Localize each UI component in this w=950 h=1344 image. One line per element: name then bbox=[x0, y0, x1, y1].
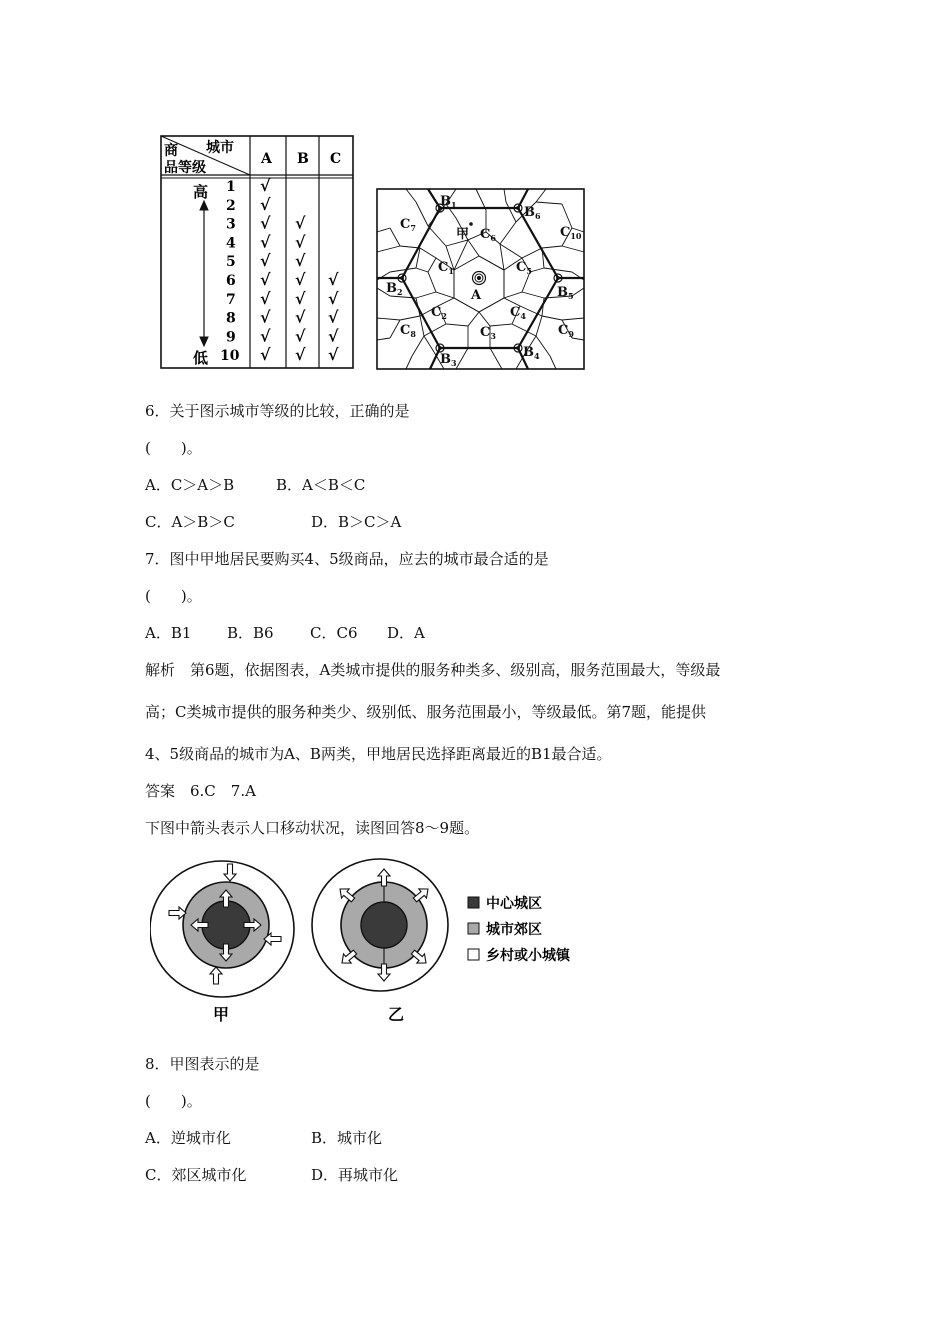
table-low-label: 低 bbox=[193, 349, 209, 367]
jia-location-dot bbox=[469, 222, 473, 226]
map-label-c10: $C_{10}$ bbox=[560, 225, 582, 241]
map-label-c6: $C_6$ bbox=[480, 227, 496, 243]
table-check-mark: √ bbox=[295, 326, 306, 346]
q7-option-d: D．A bbox=[387, 624, 425, 642]
map-label-c8: $C_8$ bbox=[400, 323, 416, 339]
q7-option-c: C．C6 bbox=[310, 624, 358, 642]
q8-option-d: D．再城市化 bbox=[311, 1166, 399, 1184]
legend-swatch-rural bbox=[468, 949, 479, 960]
table-level-number: 7 bbox=[226, 291, 236, 308]
population-movement-diagram bbox=[150, 855, 600, 1030]
q6-option-d: D．B＞C＞A bbox=[311, 513, 402, 531]
table-check-mark: √ bbox=[295, 270, 306, 289]
q8-option-a: A．逆城市化 bbox=[145, 1129, 231, 1147]
diagram-jia-label: 甲 bbox=[213, 1005, 230, 1024]
analysis-line-2: 高；C类城市提供的服务种类少、级别低、服务范围最小，等级最低。第7题，能提供 bbox=[145, 703, 707, 721]
map-label-a: A bbox=[471, 288, 482, 303]
table-level-arrow bbox=[200, 201, 208, 346]
table-check-mark: √ bbox=[260, 270, 271, 289]
q6-paren: ( )。 bbox=[145, 439, 202, 457]
intro-q8-9: 下图中箭头表示人口移动状况，读图回答8～9题。 bbox=[145, 819, 480, 837]
legend-rural: 乡村或小城镇 bbox=[486, 948, 570, 964]
table-check-mark: √ bbox=[260, 326, 271, 346]
q7-option-b: B．B6 bbox=[227, 624, 274, 642]
table-level-number: 9 bbox=[226, 329, 236, 346]
diagram-yi bbox=[312, 859, 448, 991]
map-label-c2: $C_2$ bbox=[431, 305, 447, 321]
map-label-c5: $C_5$ bbox=[516, 260, 532, 276]
q8-stem: 8．甲图表示的是 bbox=[145, 1055, 260, 1073]
q7-paren: ( )。 bbox=[145, 587, 202, 605]
legend-swatch-center bbox=[468, 897, 479, 908]
map-label-c4: $C_4$ bbox=[510, 305, 526, 321]
table-check-mark: √ bbox=[328, 326, 339, 346]
table-check-mark: √ bbox=[328, 307, 339, 327]
goods-level-table bbox=[160, 135, 356, 371]
analysis-line-3: 4、5级商品的城市为A、B两类，甲地居民选择距离最近的B1最合适。 bbox=[145, 745, 612, 763]
table-check-mark: √ bbox=[260, 345, 271, 365]
map-label-c1: $C_1$ bbox=[438, 260, 454, 276]
table-level-number: 10 bbox=[220, 348, 240, 365]
table-col-c: C bbox=[330, 151, 342, 167]
map-label-b1: $B_1$ bbox=[440, 194, 457, 210]
legend-suburb: 城市郊区 bbox=[486, 922, 542, 938]
legend bbox=[468, 895, 571, 964]
table-check-mark: √ bbox=[260, 194, 271, 214]
legend-swatch-suburb bbox=[468, 923, 479, 934]
analysis-line-1: 解析 第6题，依据图表，A类城市提供的服务种类多、级别高，服务范围最大，等级最 bbox=[145, 661, 721, 679]
table-level-number: 3 bbox=[226, 216, 236, 233]
q8-option-b: B．城市化 bbox=[311, 1129, 383, 1147]
table-check-mark: √ bbox=[295, 232, 306, 252]
map-label-b6: $B_6$ bbox=[524, 205, 541, 221]
q8-paren: ( )。 bbox=[145, 1092, 202, 1110]
table-check-mark: √ bbox=[328, 288, 339, 308]
table-level-number: 4 bbox=[226, 235, 236, 252]
q6-option-b: B．A＜B＜C bbox=[276, 476, 366, 494]
table-level-number: 2 bbox=[226, 197, 236, 214]
answer-line: 答案 6.C 7.A bbox=[145, 782, 256, 800]
q7-option-a: A．B1 bbox=[145, 624, 192, 642]
table-level-number: 1 bbox=[226, 179, 236, 195]
table-check-mark: √ bbox=[295, 251, 306, 271]
table-corner-city: 城市 bbox=[206, 140, 234, 156]
table-level-number: 8 bbox=[226, 310, 236, 327]
map-label-c7: $C_7$ bbox=[400, 217, 416, 233]
map-label-b5: $B_5$ bbox=[557, 285, 574, 301]
map-label-b4: $B_4$ bbox=[523, 345, 540, 361]
table-check-mark: √ bbox=[260, 176, 271, 195]
map-label-b2: $B_2$ bbox=[386, 281, 403, 297]
table-level-number: 5 bbox=[226, 254, 236, 271]
table-check-mark: √ bbox=[295, 345, 306, 365]
table-check-mark: √ bbox=[260, 307, 271, 327]
table-check-mark: √ bbox=[295, 213, 306, 233]
table-col-a: A bbox=[261, 151, 272, 167]
legend-center: 中心城区 bbox=[486, 896, 542, 912]
table-col-b: B bbox=[297, 151, 309, 167]
table-check-mark: √ bbox=[260, 251, 271, 271]
map-label-b3: $B_3$ bbox=[440, 352, 457, 368]
table-check-mark: √ bbox=[260, 288, 271, 308]
table-level-number: 6 bbox=[226, 273, 236, 289]
map-label-c9: $C_9$ bbox=[558, 323, 574, 339]
diagram-jia bbox=[150, 861, 294, 997]
table-check-mark: √ bbox=[295, 307, 306, 327]
q6-option-c: C．A＞B＞C bbox=[145, 513, 235, 531]
table-high-label: 高 bbox=[193, 183, 209, 201]
map-label-c3: $C_3$ bbox=[480, 325, 496, 341]
q6-option-a: A．C＞A＞B bbox=[145, 476, 235, 494]
table-check-mark: √ bbox=[260, 213, 271, 233]
table-check-mark: √ bbox=[328, 270, 339, 289]
map-label-jia: 甲 bbox=[456, 227, 470, 242]
q7-stem: 7．图中甲地居民要购买4、5级商品，应去的城市最合适的是 bbox=[145, 550, 549, 568]
table-corner-level: 品等级 bbox=[164, 160, 206, 176]
table-check-mark: √ bbox=[295, 288, 306, 308]
table-corner-goods: 商 bbox=[164, 143, 178, 159]
diagram-yi-label: 乙 bbox=[388, 1005, 405, 1024]
table-check-mark: √ bbox=[328, 345, 339, 365]
central-place-map bbox=[376, 188, 586, 370]
q8-option-c: C．郊区城市化 bbox=[145, 1166, 247, 1184]
q6-stem: 6．关于图示城市等级的比较，正确的是 bbox=[145, 402, 410, 420]
table-check-mark: √ bbox=[260, 232, 271, 252]
